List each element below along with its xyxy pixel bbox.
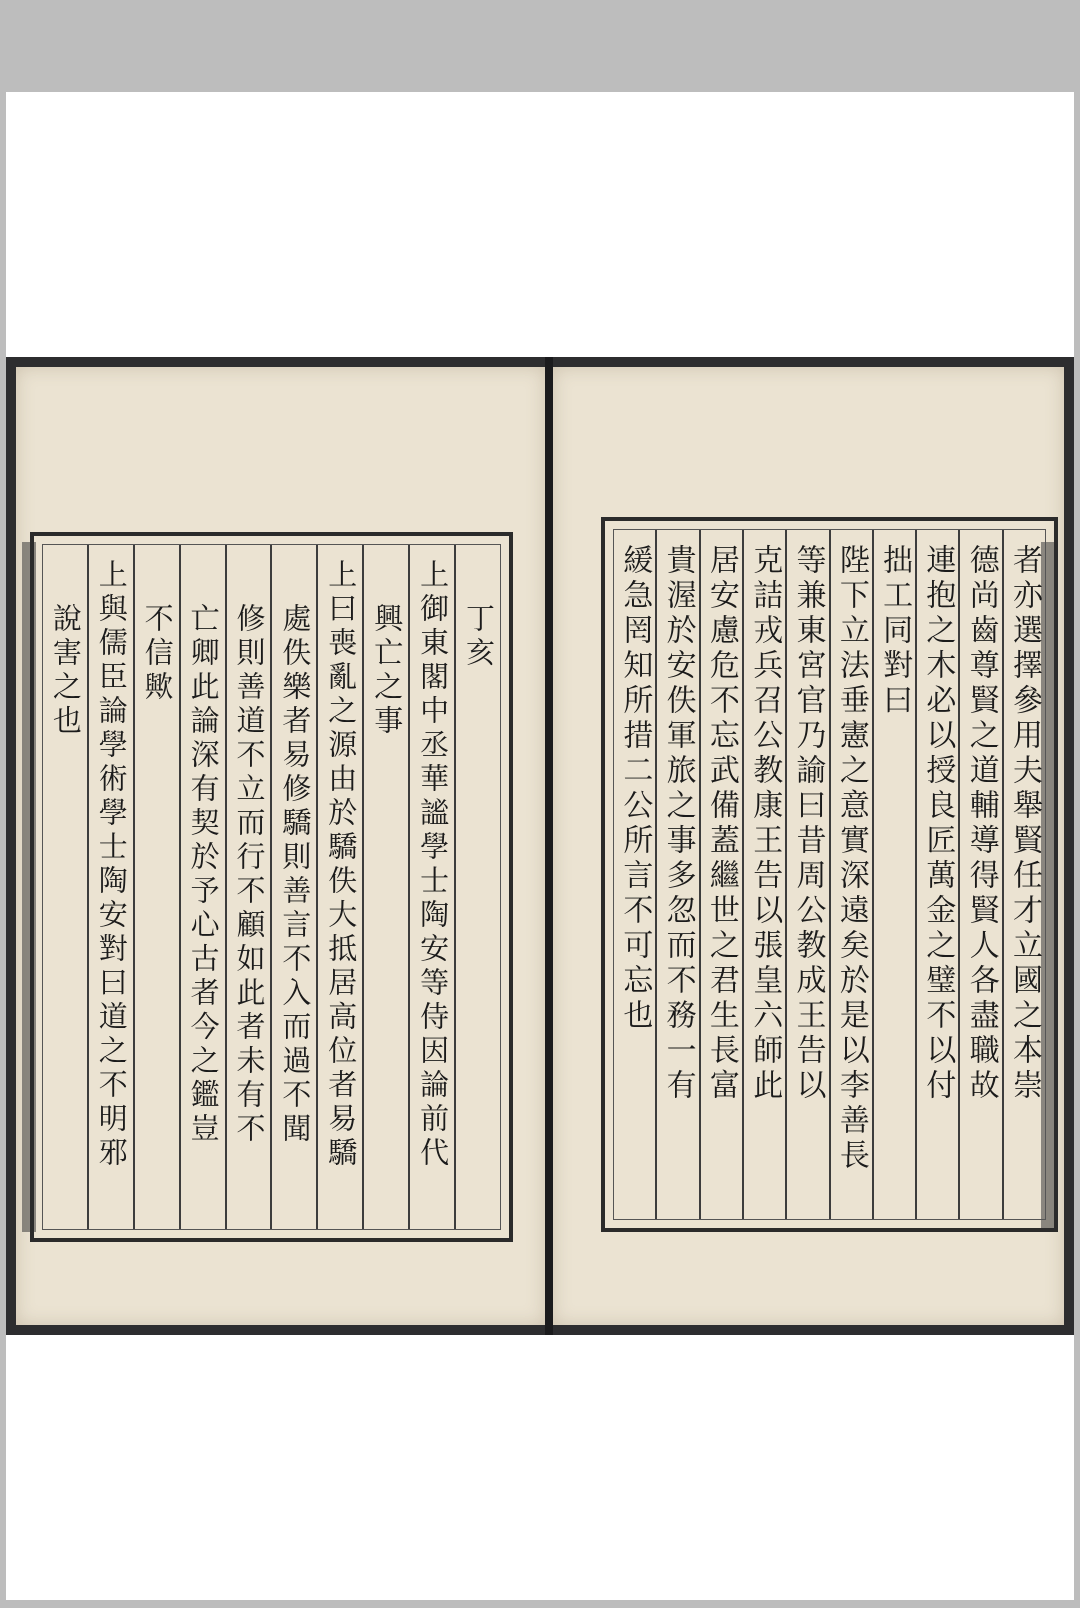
right-page-column: 拙工同對曰 xyxy=(872,530,915,1219)
right-page-column: 居安慮危不忘武備蓋繼世之君生長富 xyxy=(699,530,742,1219)
left-page-column: 不信歟 xyxy=(133,545,179,1229)
book-scan xyxy=(6,357,1074,1335)
left-page-column: 上曰喪亂之源由於驕佚大抵居高位者易驕 xyxy=(316,545,362,1229)
right-page-column: 克詰戎兵召公教康王告以張皇六師此 xyxy=(742,530,785,1219)
right-text-block xyxy=(601,517,1058,1232)
left-page-column: 說害之也 xyxy=(48,603,83,739)
right-page xyxy=(553,367,1064,1325)
right-page-column: 德尚齒尊賢之道輔導得賢人各盡職故 xyxy=(958,530,1001,1219)
right-page-column: 者亦選擇參用夫舉賢任才立國之本崇 xyxy=(1002,530,1045,1219)
left-page-column: 丁亥 xyxy=(454,545,500,1229)
right-columns xyxy=(613,529,1046,1220)
left-page-column: 興亡之事 xyxy=(362,545,408,1229)
right-page-column: 緩急罔知所措二公所言不可忘也 xyxy=(617,544,653,1034)
right-page-column: 陛下立法垂憲之意實深遠矣於是以李善長 xyxy=(829,530,872,1219)
right-page-column: 貴渥於安佚軍旅之事多忽而不務一有 xyxy=(655,530,698,1219)
left-text-block xyxy=(30,532,513,1242)
left-page-column: 處佚樂者易修驕則善言不入而過不聞 xyxy=(270,545,316,1229)
right-page-column: 等兼東宮官乃諭曰昔周公教成王告以 xyxy=(785,530,828,1219)
left-columns xyxy=(42,544,501,1230)
left-page-column: 亡卿此論深有契於予心古者今之鑑豈 xyxy=(179,545,225,1229)
left-page-column: 修則善道不立而行不顧如此者未有不 xyxy=(225,545,271,1229)
left-page xyxy=(16,367,545,1325)
left-page-column: 上與儒臣論學術學士陶安對曰道之不明邪 xyxy=(87,545,133,1229)
right-page-column: 連抱之木必以授良匠萬金之璧不以付 xyxy=(915,530,958,1219)
book-gutter xyxy=(545,357,553,1335)
left-page-column: 上御東閣中丞華謐學士陶安等侍因論前代 xyxy=(408,545,454,1229)
